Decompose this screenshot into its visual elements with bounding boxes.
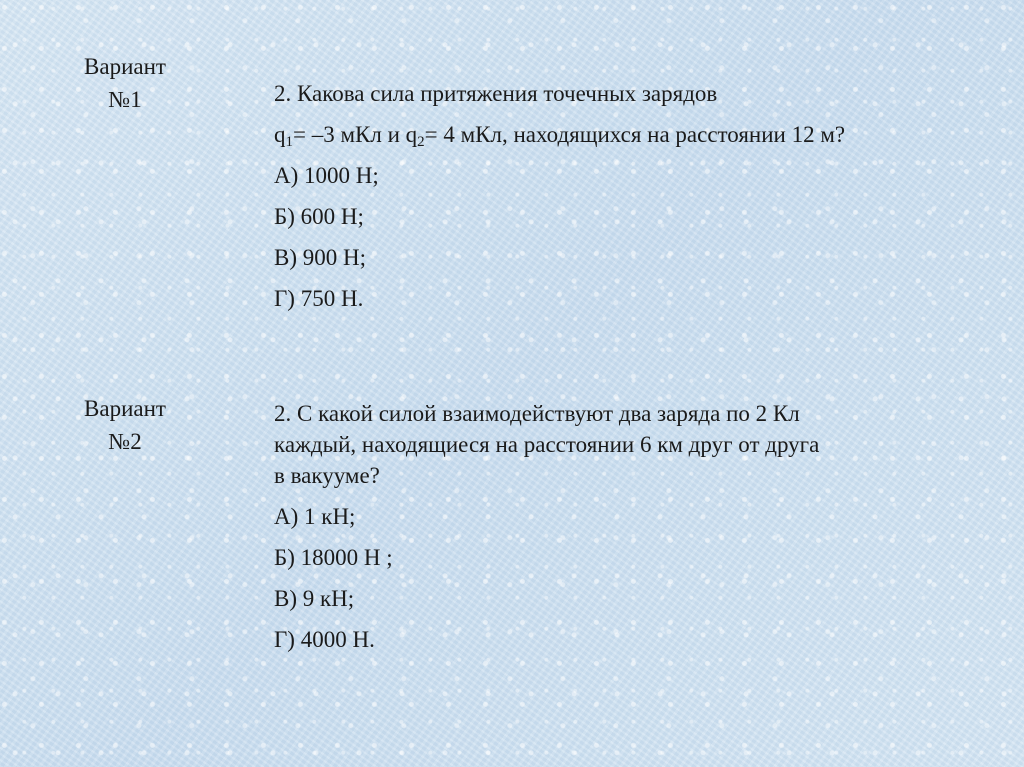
variant-1-label xyxy=(60,50,190,116)
variant-1-question-block xyxy=(274,78,974,314)
variant-2-question-line-2: каждый, находящиеся на расстоянии 6 км друг от друга xyxy=(274,432,820,457)
q2-subscript: 2 xyxy=(417,134,425,150)
variant-1-question-text: 2. Какова сила притяжения точечных зарядов xyxy=(274,81,718,106)
variant-2-answer-a: А) 1 кН; xyxy=(274,504,356,529)
variant-2-label xyxy=(60,392,190,458)
variant-2-question-block xyxy=(274,398,974,655)
q1-symbol: q xyxy=(274,122,286,147)
variant-2-answer-d: Г) 4000 Н. xyxy=(274,627,375,652)
q1-subscript: 1 xyxy=(285,134,293,150)
variant-2-question-line-1: 2. С какой силой взаимодействуют два заряда по 2 Кл xyxy=(274,401,800,426)
variant-1-label-number: №1 xyxy=(108,87,142,112)
variant-2-answer-b: Б) 18000 Н ; xyxy=(274,545,393,570)
variant-1-answer-d: Г) 750 Н. xyxy=(274,286,364,311)
q2-symbol: q xyxy=(405,122,418,147)
variant-1-answer-a: А) 1000 Н; xyxy=(274,163,379,188)
variant-2-label-word: Вариант xyxy=(84,396,166,421)
variant-2-label-number: №2 xyxy=(108,429,142,454)
variant-2-answer-c: В) 9 кН; xyxy=(274,586,355,611)
variant-1-answer-b: Б) 600 Н; xyxy=(274,204,364,229)
q2-value: = 4 мКл, находящихся на расстоянии 12 м? xyxy=(424,122,846,147)
variant-1-label-word: Вариант xyxy=(84,54,166,79)
variant-1-answer-c: В) 900 Н; xyxy=(274,245,366,270)
variant-2-question-line-3: в вакууме? xyxy=(274,463,380,488)
variant-1-charges-text xyxy=(274,119,954,150)
q1-value: = –3 мКл и xyxy=(293,122,406,147)
